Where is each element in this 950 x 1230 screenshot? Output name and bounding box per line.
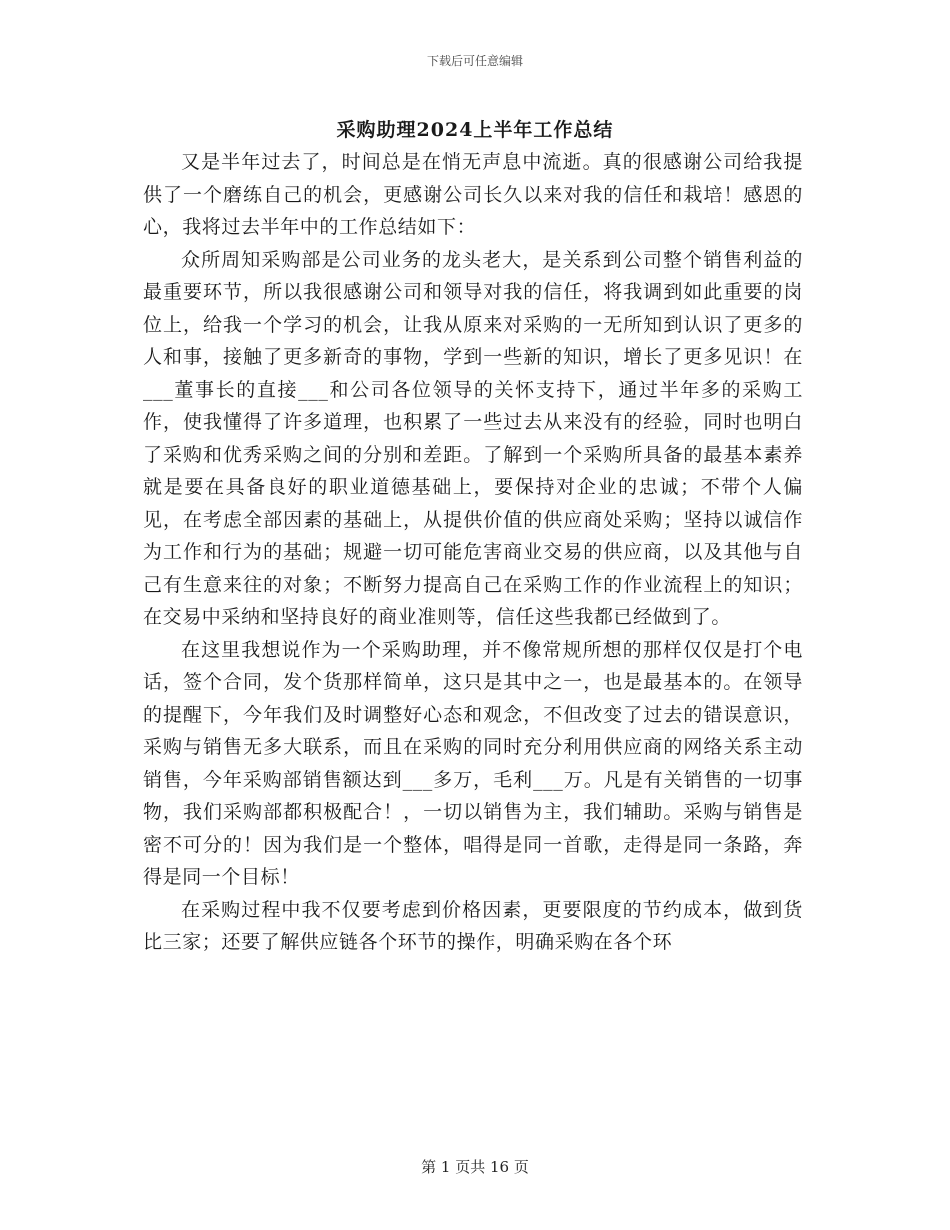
paragraph-intro: 又是半年过去了，时间总是在悄无声息中流逝。真的很感谢公司给我提供了一个磨练自己的机会，更感谢公司长久以来对我的信任和栽培！感恩的心，我将过去半年中的工作总结如下： [143, 151, 803, 238]
document-body [143, 146, 803, 959]
paragraph-purchasing-role: 众所周知采购部是公司业务的龙头老大，是关系到公司整个销售利益的最重要环节，所以我很感谢公司和领导对我的信任，将我调到如此重要的岗位上，给我一个学习的机会，让我从原来对采购的一无所知到认识了更多的人和事，接触了更多新奇的事物，学到一些新的知识，增长了更多见识！在___董事长的直接___和公司各位领导的关怀支持下，通过半年多的采购工作，使我懂得了许多道理，也积累了一些过去从来没有的经验，同时也明白了采购和优秀采购之间的分别和差距。了解到一个采购所具备的最基本素养就是要在具备良好的职业道德基础上，要保持对企业的忠诚；不带个人偏见，在考虑全部因素的基础上，从提供价值的供应商处采购；坚持以诚信作为工作和行为的基础；规避一切可能危害商业交易的供应商，以及其他与自己有生意来往的对象；不断努力提高自己在采购工作的作业流程上的知识；在交易中采纳和坚持良好的商业准则等，信任这些我都已经做到了。 [143, 248, 803, 628]
page-number-footer: 第 1 页共 16 页 [421, 1158, 529, 1176]
document-title: 采购助理2024上半年工作总结 [336, 119, 614, 141]
paragraph-assistant-duties: 在这里我想说作为一个采购助理，并不像常规所想的那样仅仅是打个电话，签个合同，发个货那样简单，这只是其中之一，也是最基本的。在领导的提醒下，今年我们及时调整好心态和观念，不但改变了过去的错误意识，采购与销售无多大联系，而且在采购的同时充分利用供应商的网络关系主动销售，今年采购部销售额达到___多万，毛利___万。凡是有关销售的一切事物，我们采购部都积极配合！，一切以销售为主，我们辅助。采购与销售是密不可分的！因为我们是一个整体，唱得是同一首歌，走得是同一条路，奔得是同一个目标！ [143, 638, 803, 888]
page-header-note: 下载后可任意编辑 [426, 54, 523, 68]
paragraph-cost-control: 在采购过程中我不仅要考虑到价格因素，更要限度的节约成本，做到货比三家；还要了解供应链各个环节的操作，明确采购在各个环 [143, 898, 803, 953]
